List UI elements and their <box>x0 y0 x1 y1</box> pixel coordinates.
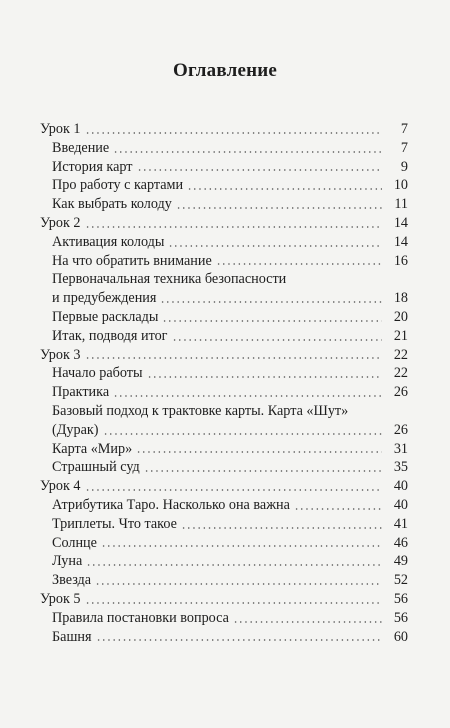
dot-leader <box>216 263 382 265</box>
toc-page-number: 46 <box>393 534 408 551</box>
toc-page-number: 7 <box>400 139 408 156</box>
toc-page-number: 21 <box>393 327 408 344</box>
dot-leader <box>113 395 382 397</box>
toc-entry-label: Практика <box>52 384 110 401</box>
toc-entry-label: Урок 4 <box>40 478 81 495</box>
dot-leader <box>85 132 382 134</box>
dot-leader <box>144 470 382 472</box>
dot-leader <box>96 639 383 641</box>
toc-page-number: 10 <box>393 177 408 194</box>
dot-leader <box>101 545 382 547</box>
dot-leader <box>85 357 382 359</box>
toc-entry-label: Звезда <box>52 572 92 589</box>
toc-page-number: 56 <box>393 590 408 607</box>
table-of-contents <box>40 120 408 646</box>
toc-page-number: 14 <box>393 214 408 231</box>
toc-entry-label: История карт <box>52 158 133 175</box>
toc-page-number: 20 <box>393 308 408 325</box>
toc-entry-label: Урок 5 <box>40 590 81 607</box>
toc-page-number: 52 <box>393 572 408 589</box>
toc-entry-label: Урок 3 <box>40 346 81 363</box>
toc-entry-label: Атрибутика Таро. Насколько она важна <box>52 496 290 513</box>
toc-entry <box>40 496 408 515</box>
toc-lesson-entry <box>40 590 408 609</box>
toc-page-number: 9 <box>400 158 408 175</box>
toc-entry-label: Луна <box>52 553 83 570</box>
toc-page-number: 35 <box>393 459 408 476</box>
toc-entry <box>40 364 408 383</box>
toc-page-number: 16 <box>393 252 408 269</box>
toc-entry-label: Первые расклады <box>52 308 159 325</box>
toc-entry <box>40 402 408 421</box>
toc-entry-label: Введение <box>52 139 110 156</box>
toc-entry <box>40 609 408 628</box>
toc-entry-label: Как выбрать колоду <box>52 196 172 213</box>
toc-entry <box>40 552 408 571</box>
page-title: Оглавление <box>172 60 278 81</box>
dot-leader <box>95 583 382 585</box>
toc-entry-label: На что обратить внимание <box>52 252 212 269</box>
toc-page-number: 11 <box>394 196 408 213</box>
dot-leader <box>85 226 382 228</box>
toc-entry <box>40 176 408 195</box>
toc-entry-label: (Дурак) <box>52 421 99 438</box>
toc-page-number: 22 <box>393 365 408 382</box>
toc-page-number: 26 <box>393 421 408 438</box>
toc-page-number: 60 <box>393 628 408 645</box>
toc-entry-label: Карта «Мир» <box>52 440 133 457</box>
toc-entry-label: Урок 1 <box>40 121 81 137</box>
toc-entry <box>40 270 408 289</box>
dot-leader <box>85 489 382 491</box>
toc-entry <box>40 440 408 459</box>
toc-page-number: 22 <box>393 346 408 363</box>
toc-page-number: 31 <box>393 440 408 457</box>
toc-entry-label: Про работу с картами <box>52 177 184 194</box>
toc-entry <box>40 158 408 177</box>
dot-leader <box>233 621 382 623</box>
toc-entry-label: Итак, подводя итог <box>52 327 168 344</box>
toc-entry-label: Башня <box>52 628 92 645</box>
toc-entry-label: Первоначальная техника безопасности <box>52 271 287 288</box>
toc-entry-label: Начало работы <box>52 365 143 382</box>
dot-leader <box>181 527 382 529</box>
dot-leader <box>136 451 382 453</box>
toc-lesson-entry <box>40 477 408 496</box>
toc-entry <box>40 252 408 271</box>
toc-page-number: 49 <box>393 553 408 570</box>
toc-entry-label: и предубеждения <box>52 290 157 307</box>
toc-entry <box>40 571 408 590</box>
toc-page-number: 7 <box>400 121 408 137</box>
toc-page-number: 14 <box>393 233 408 250</box>
toc-page-number: 18 <box>393 290 408 307</box>
toc-entry <box>40 327 408 346</box>
dot-leader <box>160 301 382 303</box>
toc-entry-label: Активация колоды <box>52 233 165 250</box>
toc-lesson-entry <box>40 120 408 139</box>
toc-lesson-entry <box>40 214 408 233</box>
dot-leader <box>172 339 383 341</box>
toc-entry-label: Страшный суд <box>52 459 140 476</box>
toc-entry <box>40 534 408 553</box>
toc-entry <box>40 139 408 158</box>
dot-leader <box>86 564 382 566</box>
toc-entry <box>40 383 408 402</box>
toc-page-number: 40 <box>393 496 408 513</box>
dot-leader <box>113 151 382 153</box>
toc-page-number: 41 <box>393 515 408 532</box>
dot-leader <box>147 376 382 378</box>
toc-page-number: 26 <box>393 384 408 401</box>
dot-leader <box>168 245 382 247</box>
dot-leader <box>294 508 382 510</box>
toc-entry-label: Правила постановки вопроса <box>52 609 229 626</box>
toc-lesson-entry <box>40 346 408 365</box>
toc-entry <box>40 195 408 214</box>
toc-page-number: 40 <box>393 478 408 495</box>
toc-page-number: 56 <box>393 609 408 626</box>
dot-leader <box>103 433 382 435</box>
toc-entry-label: Солнце <box>52 534 97 551</box>
dot-leader <box>85 602 382 604</box>
toc-entry <box>40 421 408 440</box>
toc-entry <box>40 628 408 647</box>
toc-entry <box>40 233 408 252</box>
dot-leader <box>162 320 382 322</box>
toc-entry-label: Базовый подход к трактовке карты. Карта «Шут» <box>52 402 349 419</box>
toc-entry <box>40 458 408 477</box>
toc-entry <box>40 515 408 534</box>
toc-entry-label: Триплеты. Что такое <box>52 515 177 532</box>
dot-leader <box>176 207 382 209</box>
dot-leader <box>137 169 383 171</box>
dot-leader <box>187 188 382 190</box>
toc-entry <box>40 308 408 327</box>
toc-entry <box>40 289 408 308</box>
toc-entry-label: Урок 2 <box>40 214 81 231</box>
